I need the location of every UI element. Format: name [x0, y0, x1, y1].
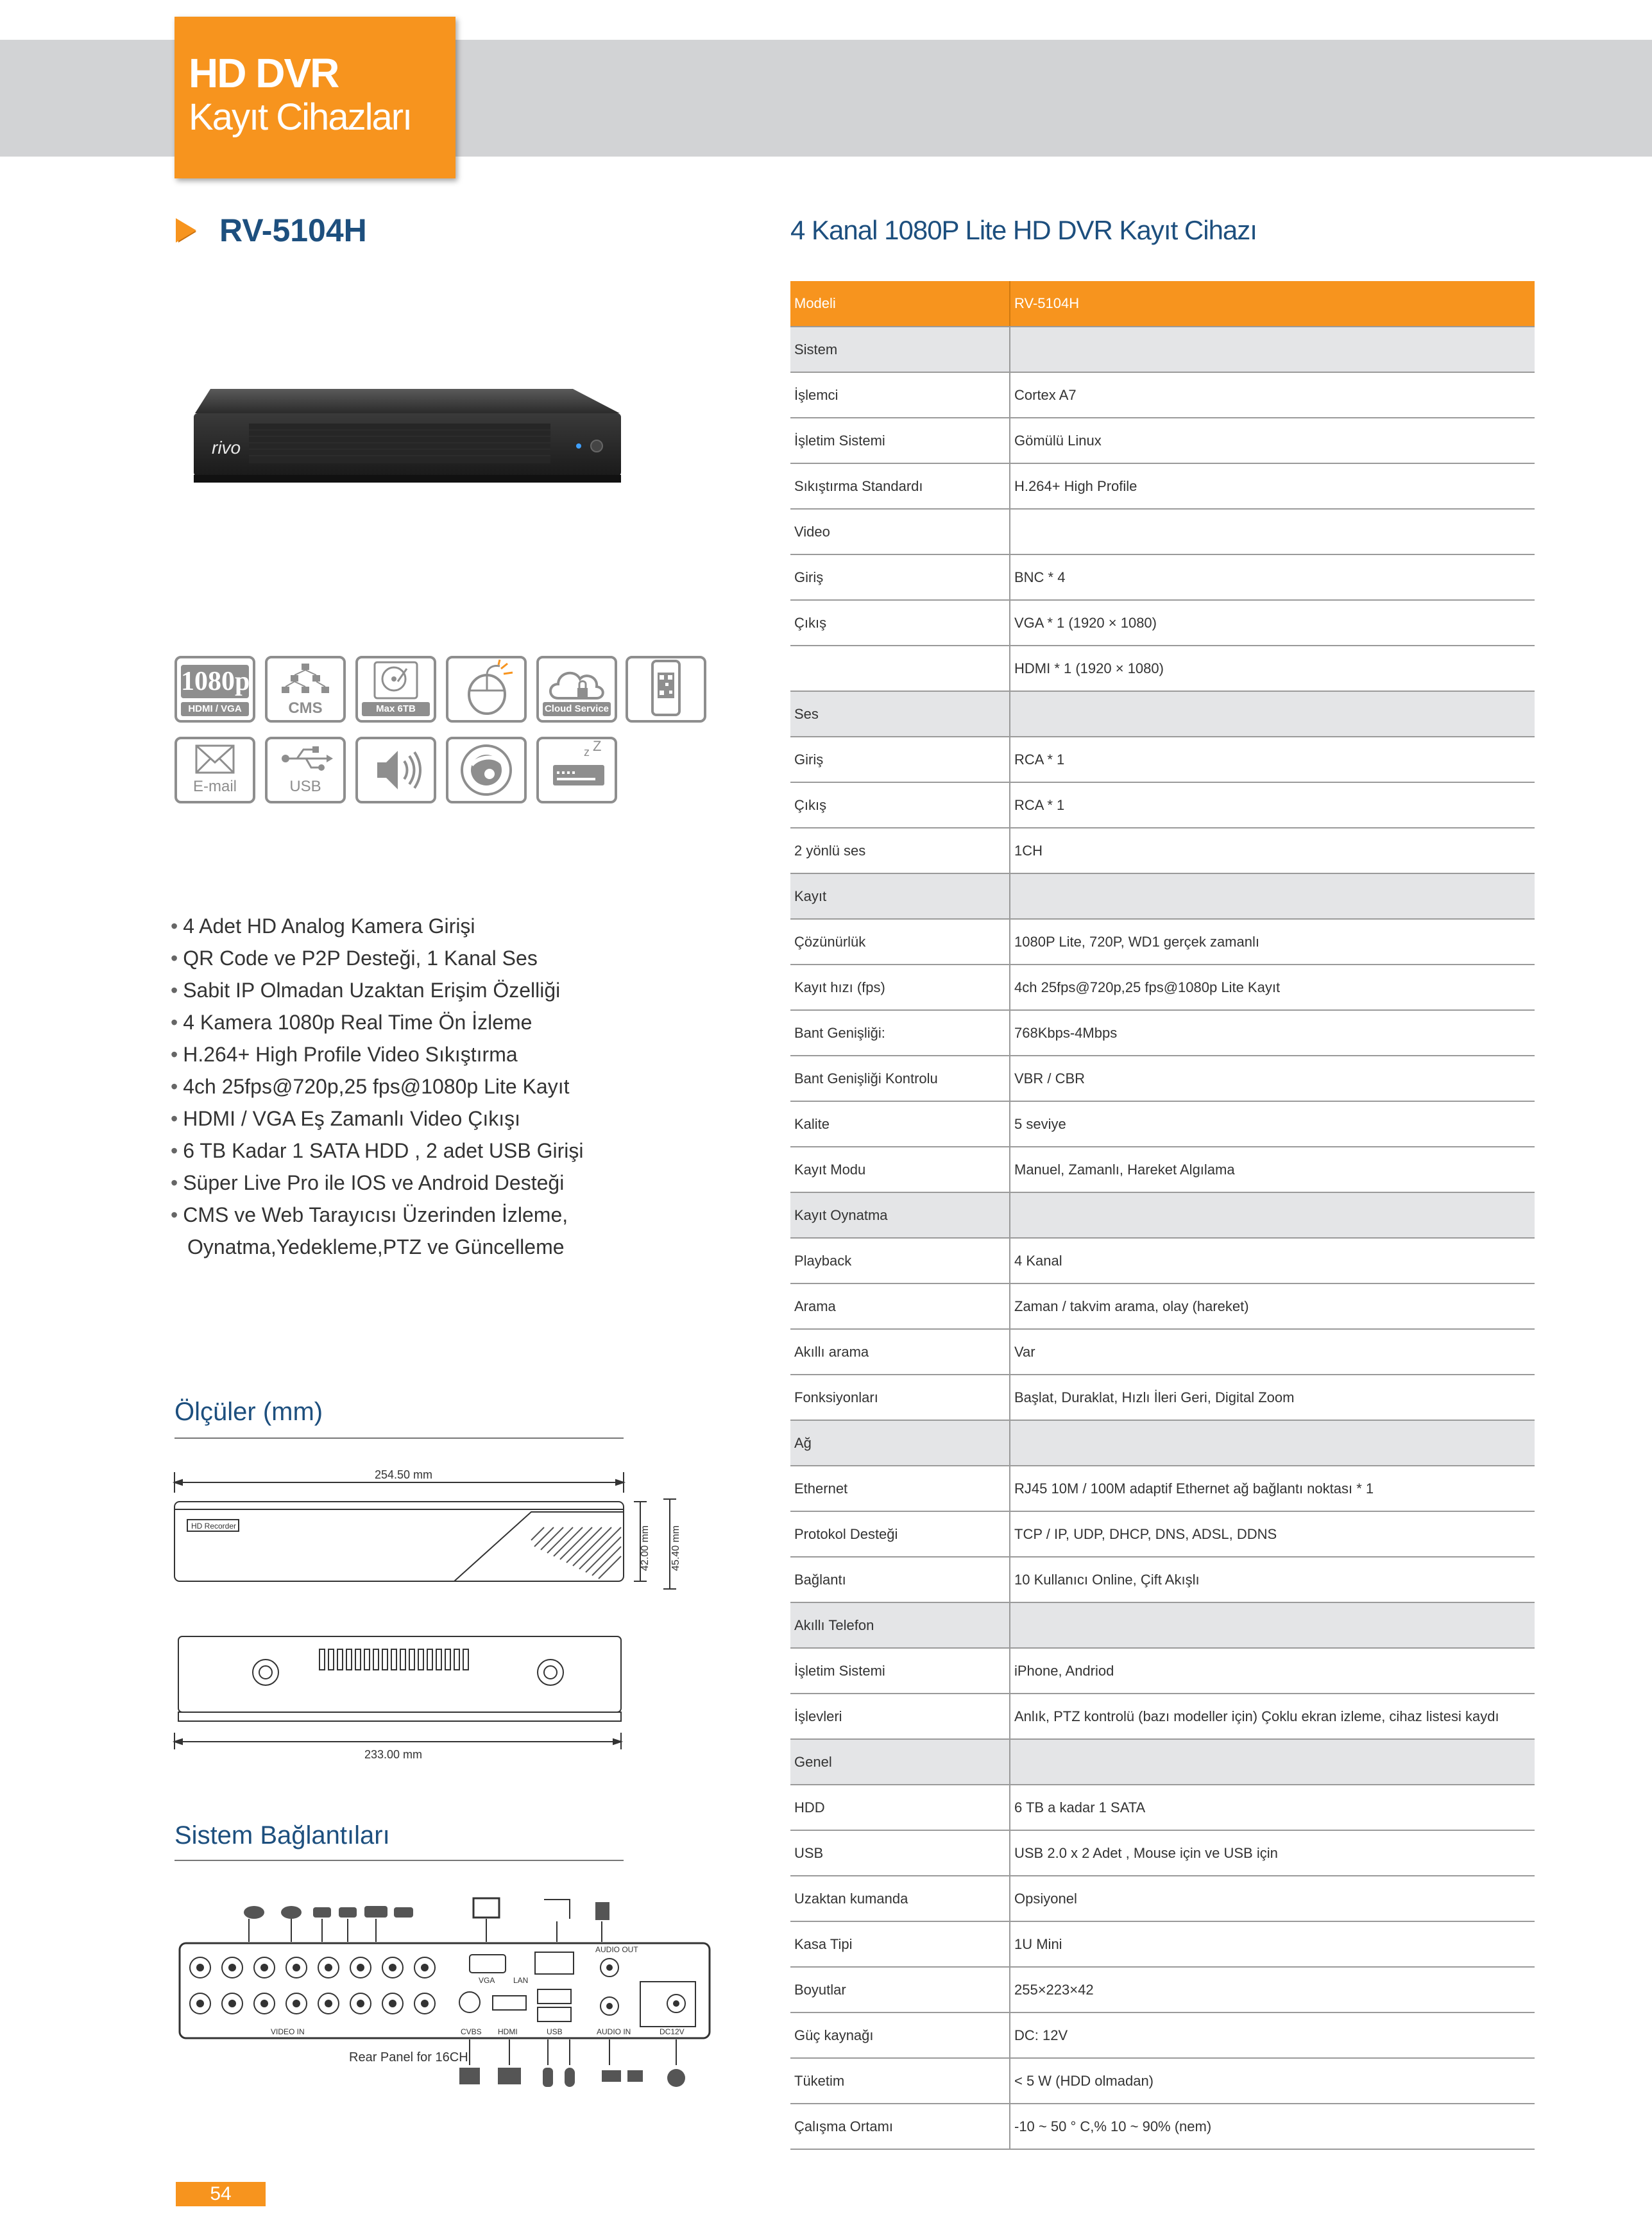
spec-key: Uzaktan kumanda: [790, 1876, 1010, 1921]
svg-text:VGA: VGA: [479, 1976, 495, 1985]
spec-key: Güç kaynağı: [790, 2012, 1010, 2058]
1080p-icon: 1080p HDMI / VGA: [175, 656, 255, 723]
table-row: [790, 1466, 1535, 1511]
email-icon: E-mail: [175, 737, 255, 803]
spec-key: Kalite: [790, 1101, 1010, 1147]
spec-key: Çıkış: [790, 600, 1010, 646]
usb-icon: USB: [265, 737, 346, 803]
spec-key: Kayıt: [790, 873, 1010, 919]
spec-value: 1U Mini: [1010, 1921, 1535, 1967]
table-row: [790, 1967, 1535, 2012]
spec-key: Çalışma Ortamı: [790, 2104, 1010, 2149]
svg-text:45.40 mm: 45.40 mm: [670, 1525, 681, 1571]
table-row: [790, 1785, 1535, 1830]
table-row: [790, 1511, 1535, 1557]
spec-value: VBR / CBR: [1010, 1056, 1535, 1101]
spec-key: Protokol Desteği: [790, 1511, 1010, 1557]
spec-key: İşletim Sistemi: [790, 418, 1010, 463]
list-item-continuation: Oynatma,Yedekleme,PTZ ve Güncelleme: [187, 1235, 565, 1258]
table-row: [790, 828, 1535, 873]
table-row: [790, 1010, 1535, 1056]
feature-list: [171, 910, 633, 1263]
table-row: [790, 463, 1535, 509]
spec-value: [1010, 1192, 1535, 1238]
table-row: [790, 1602, 1535, 1648]
spec-key: Çıkış: [790, 782, 1010, 828]
table-row: [790, 554, 1535, 600]
spec-value: RJ45 10M / 100M adaptif Ethernet ağ bağlantı noktası * 1: [1010, 1466, 1535, 1511]
spec-value: Zaman / takvim arama, olay (hareket): [1010, 1283, 1535, 1329]
list-item: • HDMI / VGA Eş Zamanlı Video Çıkışı: [171, 1107, 520, 1130]
divider: [175, 1437, 624, 1439]
dimensions-heading: Ölçüler (mm): [175, 1398, 323, 1426]
table-row: [790, 965, 1535, 1010]
spec-key: Kayıt Oynatma: [790, 1192, 1010, 1238]
svg-text:233.00 mm: 233.00 mm: [364, 1748, 423, 1761]
spec-value: Gömülü Linux: [1010, 418, 1535, 463]
svg-text:42.00 mm: 42.00 mm: [640, 1525, 651, 1571]
spec-key: [790, 646, 1010, 691]
spec-key: Giriş: [790, 554, 1010, 600]
svg-text:HD Recorder: HD Recorder: [191, 1522, 237, 1531]
spec-key: Boyutlar: [790, 1967, 1010, 2012]
svg-text:LAN: LAN: [513, 1976, 529, 1985]
svg-text:254.50 mm: 254.50 mm: [375, 1468, 433, 1481]
spec-key: Modeli: [790, 281, 1010, 327]
table-row: [790, 327, 1535, 372]
list-item: • 4ch 25fps@720p,25 fps@1080p Lite Kayıt: [171, 1075, 570, 1098]
spec-key: İşlemci: [790, 372, 1010, 418]
table-row: [790, 418, 1535, 463]
spec-key: Sistem: [790, 327, 1010, 372]
spec-value: 4ch 25fps@720p,25 fps@1080p Lite Kayıt: [1010, 965, 1535, 1010]
spec-table: [790, 281, 1535, 2150]
spec-value: USB 2.0 x 2 Adet , Mouse için ve USB için: [1010, 1830, 1535, 1876]
spec-value: Cortex A7: [1010, 372, 1535, 418]
audio-icon: [355, 737, 436, 803]
spec-value: Başlat, Duraklat, Hızlı İleri Geri, Digital Zoom: [1010, 1375, 1535, 1420]
spec-key: Fonksiyonları: [790, 1375, 1010, 1420]
svg-text:AUDIO IN: AUDIO IN: [597, 2027, 631, 2036]
list-item: • QR Code ve P2P Desteği, 1 Kanal Ses: [171, 947, 538, 970]
svg-text:DC12V: DC12V: [660, 2027, 685, 2036]
spec-value: 5 seviye: [1010, 1101, 1535, 1147]
hdd-icon: Max 6TB: [355, 656, 436, 723]
table-row: [790, 1329, 1535, 1375]
spec-value: 10 Kullanıcı Online, Çift Akışlı: [1010, 1557, 1535, 1602]
list-item: • 4 Adet HD Analog Kamera Girişi: [171, 914, 475, 938]
table-row: [790, 1375, 1535, 1420]
list-item: • 6 TB Kadar 1 SATA HDD , 2 adet USB Girişi: [171, 1139, 584, 1162]
table-row: [790, 2058, 1535, 2104]
spec-key: Kayıt Modu: [790, 1147, 1010, 1192]
table-row: [790, 600, 1535, 646]
table-row: [790, 1876, 1535, 1921]
table-row: [790, 782, 1535, 828]
spec-key: Ağ: [790, 1420, 1010, 1466]
page-number: 54: [176, 2182, 266, 2206]
spec-key: Ses: [790, 691, 1010, 737]
table-row: [790, 1557, 1535, 1602]
spec-value: [1010, 1420, 1535, 1466]
spec-key: USB: [790, 1830, 1010, 1876]
table-row: [790, 1830, 1535, 1876]
device-brand-logo: rivo: [212, 438, 241, 458]
spec-key: 2 yönlü ses: [790, 828, 1010, 873]
spec-value: 768Kbps-4Mbps: [1010, 1010, 1535, 1056]
table-row: [790, 1056, 1535, 1101]
ptz-dome-icon: [446, 737, 527, 803]
spec-value: 1CH: [1010, 828, 1535, 873]
spec-value: [1010, 1602, 1535, 1648]
qr-phone-icon: [626, 656, 706, 723]
table-row: [790, 1648, 1535, 1694]
table-row: [790, 1147, 1535, 1192]
rear-panel-diagram: [172, 1893, 717, 2105]
table-row: [790, 1101, 1535, 1147]
table-row: [790, 1694, 1535, 1739]
list-item: • CMS ve Web Tarayıcısı Üzerinden İzleme,: [171, 1203, 568, 1226]
spec-value: < 5 W (HDD olmadan): [1010, 2058, 1535, 2104]
spec-value: TCP / IP, UDP, DHCP, DNS, ADSL, DDNS: [1010, 1511, 1535, 1557]
spec-value: 1080P Lite, 720P, WD1 gerçek zamanlı: [1010, 919, 1535, 965]
divider: [175, 1860, 624, 1861]
table-row: [790, 646, 1535, 691]
table-row: [790, 2104, 1535, 2149]
spec-value: [1010, 873, 1535, 919]
dimensions-drawing: [172, 1463, 685, 1771]
spec-key: Giriş: [790, 737, 1010, 782]
spec-key: Arama: [790, 1283, 1010, 1329]
spec-value: 4 Kanal: [1010, 1238, 1535, 1283]
table-row: [790, 1192, 1535, 1238]
cloud-service-icon: Cloud Service: [536, 656, 617, 723]
spec-value: [1010, 691, 1535, 737]
spec-value: Manuel, Zamanlı, Hareket Algılama: [1010, 1147, 1535, 1192]
spec-key: İşletim Sistemi: [790, 1648, 1010, 1694]
table-row: [790, 1739, 1535, 1785]
svg-text:AUDIO OUT: AUDIO OUT: [595, 1945, 638, 1954]
spec-value: [1010, 1739, 1535, 1785]
spec-value: Var: [1010, 1329, 1535, 1375]
spec-key: İşlevleri: [790, 1694, 1010, 1739]
spec-value: VGA * 1 (1920 × 1080): [1010, 600, 1535, 646]
svg-text:CVBS: CVBS: [461, 2027, 482, 2036]
table-row: [790, 372, 1535, 418]
spec-key: Playback: [790, 1238, 1010, 1283]
table-header-row: [790, 281, 1535, 327]
svg-text:Z: Z: [593, 739, 602, 754]
table-row: [790, 737, 1535, 782]
spec-value: DC: 12V: [1010, 2012, 1535, 2058]
spec-key: Tüketim: [790, 2058, 1010, 2104]
svg-text:z: z: [584, 746, 590, 759]
spec-value: 6 TB a kadar 1 SATA: [1010, 1785, 1535, 1830]
table-row: [790, 1238, 1535, 1283]
spec-value: RV-5104H: [1010, 281, 1535, 327]
table-row: [790, 509, 1535, 554]
category-title: HD DVR: [189, 50, 339, 96]
spec-key: Çözünürlük: [790, 919, 1010, 965]
table-row: [790, 1921, 1535, 1967]
spec-value: H.264+ High Profile: [1010, 463, 1535, 509]
category-title-box: [175, 17, 456, 178]
table-row: [790, 1420, 1535, 1466]
spec-key: HDD: [790, 1785, 1010, 1830]
dvr-device-image: [191, 385, 622, 485]
play-arrow-icon: [176, 218, 196, 243]
spec-key: Ethernet: [790, 1466, 1010, 1511]
spec-value: HDMI * 1 (1920 × 1080): [1010, 646, 1535, 691]
spec-key: Genel: [790, 1739, 1010, 1785]
spec-key: Kasa Tipi: [790, 1921, 1010, 1967]
spec-key: Akıllı Telefon: [790, 1602, 1010, 1648]
svg-text:HDMI: HDMI: [498, 2027, 518, 2036]
svg-text:VIDEO IN: VIDEO IN: [271, 2027, 305, 2036]
spec-value: iPhone, Andriod: [1010, 1648, 1535, 1694]
model-name: RV-5104H: [219, 212, 367, 248]
spec-value: [1010, 509, 1535, 554]
table-row: [790, 2012, 1535, 2058]
spec-key: Akıllı arama: [790, 1329, 1010, 1375]
table-row: [790, 919, 1535, 965]
cms-icon: CMS: [265, 656, 346, 723]
category-subtitle: Kayıt Cihazları: [189, 96, 412, 138]
list-item: • Süper Live Pro ile IOS ve Android Desteği: [171, 1171, 565, 1194]
svg-text:USB: USB: [547, 2027, 563, 2036]
product-subtitle: 4 Kanal 1080P Lite HD DVR Kayıt Cihazı: [790, 215, 1257, 245]
spec-value: Opsiyonel: [1010, 1876, 1535, 1921]
list-item: • Sabit IP Olmadan Uzaktan Erişim Özelliği: [171, 979, 561, 1002]
spec-value: [1010, 327, 1535, 372]
spec-value: BNC * 4: [1010, 554, 1535, 600]
connections-heading: Sistem Bağlantıları: [175, 1821, 390, 1849]
spec-value: RCA * 1: [1010, 782, 1535, 828]
spec-key: Kayıt hızı (fps): [790, 965, 1010, 1010]
list-item: • H.264+ High Profile Video Sıkıştırma: [171, 1043, 518, 1066]
spec-value: Anlık, PTZ kontrolü (bazı modeller için) Çoklu ekran izleme, cihaz listesi kaydı: [1010, 1694, 1535, 1739]
table-row: [790, 691, 1535, 737]
list-item: • 4 Kamera 1080p Real Time Ön İzleme: [171, 1011, 532, 1034]
mouse-icon: [446, 656, 527, 723]
spec-value: -10 ~ 50 ° C,% 10 ~ 90% (nem): [1010, 2104, 1535, 2149]
spec-key: Bant Genişliği:: [790, 1010, 1010, 1056]
spec-key: Bağlantı: [790, 1557, 1010, 1602]
table-row: [790, 873, 1535, 919]
spec-key: Bant Genişliği Kontrolu: [790, 1056, 1010, 1101]
spec-value: 255×223×42: [1010, 1967, 1535, 2012]
spec-key: Video: [790, 509, 1010, 554]
spec-key: Sıkıştırma Standardı: [790, 463, 1010, 509]
sleep-device-icon: [536, 737, 617, 803]
spec-value: RCA * 1: [1010, 737, 1535, 782]
svg-text:Rear Panel for 16CH: Rear Panel for 16CH: [349, 2050, 468, 2064]
table-row: [790, 1283, 1535, 1329]
